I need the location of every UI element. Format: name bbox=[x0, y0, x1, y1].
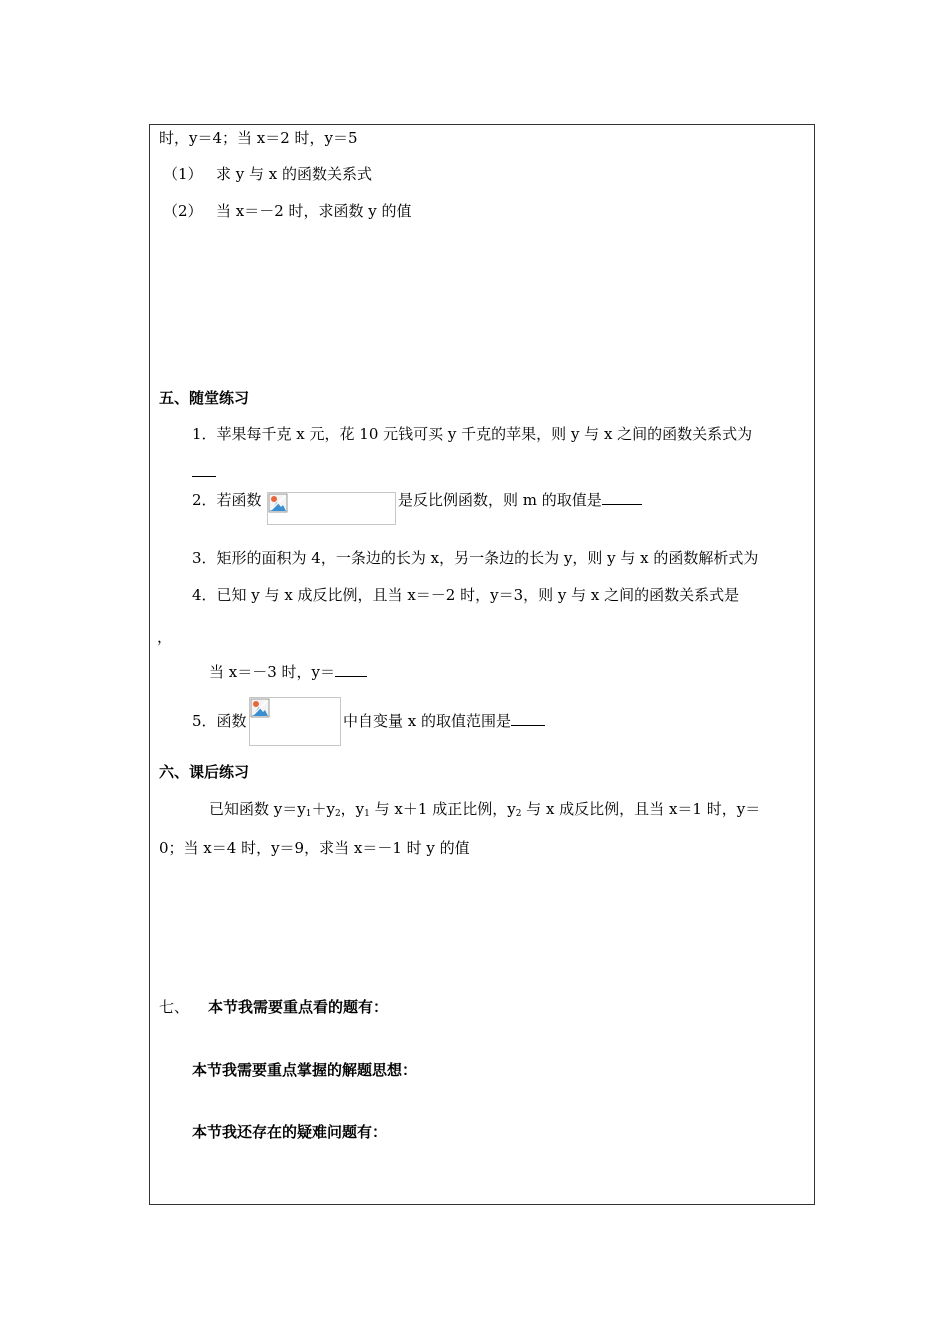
practice-item-2-suffix bbox=[398, 490, 642, 510]
text-run: 与 x 成反比例，且当 x＝1 时，y＝ bbox=[521, 800, 761, 818]
homework-line-1 bbox=[209, 799, 760, 824]
practice-item-4-comma: ， bbox=[157, 628, 173, 646]
text-run: 与 x＋1 成正比例，y bbox=[369, 800, 516, 818]
subscript: 1 bbox=[364, 809, 370, 819]
practice-item-3: 3．矩形的面积为 4，一条边的长为 x，另一条边的长为 y，则 y 与 x 的函数解析式为 bbox=[192, 549, 759, 567]
broken-image-icon bbox=[268, 493, 288, 513]
subscript: 2 bbox=[334, 809, 341, 819]
section-6-heading: 六、课后练习 bbox=[159, 763, 250, 781]
text-run: ，y bbox=[340, 800, 365, 818]
continuation-line: 时，y＝4；当 x＝2 时，y＝5 bbox=[159, 129, 358, 147]
practice-item-5-prefix: 5．函数 bbox=[192, 712, 247, 730]
section-5-heading: 五、随堂练习 bbox=[159, 389, 250, 407]
practice-item-5-suffix bbox=[343, 711, 545, 731]
question-1-text: 求 y 与 x 的函数关系式 bbox=[216, 165, 373, 183]
practice-item-4-part-b-text: 当 x＝－3 时，y＝ bbox=[209, 663, 336, 681]
homework-line-2: 0；当 x＝4 时，y＝9，求当 x＝－1 时 y 的值 bbox=[159, 839, 470, 857]
text-run: ＋y bbox=[311, 800, 335, 818]
question-2-number: （2） bbox=[163, 202, 203, 220]
question-2-text: 当 x＝－2 时，求函数 y 的值 bbox=[216, 202, 412, 220]
answer-blank bbox=[511, 711, 545, 726]
broken-image-icon bbox=[250, 698, 270, 718]
practice-item-1: 1．苹果每千克 x 元，花 10 元钱可买 y 千克的苹果，则 y 与 x 之间的函数关系式为 bbox=[192, 425, 753, 443]
practice-item-2-prefix: 2．若函数 bbox=[192, 491, 262, 509]
section-7-number: 七、 bbox=[159, 998, 190, 1016]
formula-image-placeholder bbox=[267, 492, 396, 525]
practice-item-4-part-b bbox=[209, 662, 367, 682]
practice-item-2-suffix-text: 是反比例函数，则 m 的取值是 bbox=[398, 491, 602, 509]
answer-blank bbox=[335, 662, 367, 677]
practice-item-5-suffix-text: 中自变量 x 的取值范围是 bbox=[343, 712, 511, 730]
practice-item-4: 4．已知 y 与 x 成反比例，且当 x＝－2 时，y＝3，则 y 与 x 之间的函数关系式是 bbox=[192, 586, 740, 604]
formula-image-placeholder bbox=[249, 697, 341, 746]
practice-item-1-answer-blank bbox=[192, 462, 216, 482]
answer-blank bbox=[602, 490, 642, 505]
text-run: 已知函数 y＝y bbox=[209, 800, 306, 818]
reflection-line-2: 本节我需要重点掌握的解题思想： bbox=[192, 1061, 418, 1079]
reflection-line-3: 本节我还存在的疑难问题有： bbox=[192, 1123, 388, 1141]
subscript: 1 bbox=[305, 809, 312, 819]
question-1-number: （1） bbox=[163, 165, 203, 183]
reflection-line-1: 本节我需要重点看的题有： bbox=[208, 998, 389, 1016]
subscript: 2 bbox=[515, 809, 522, 819]
